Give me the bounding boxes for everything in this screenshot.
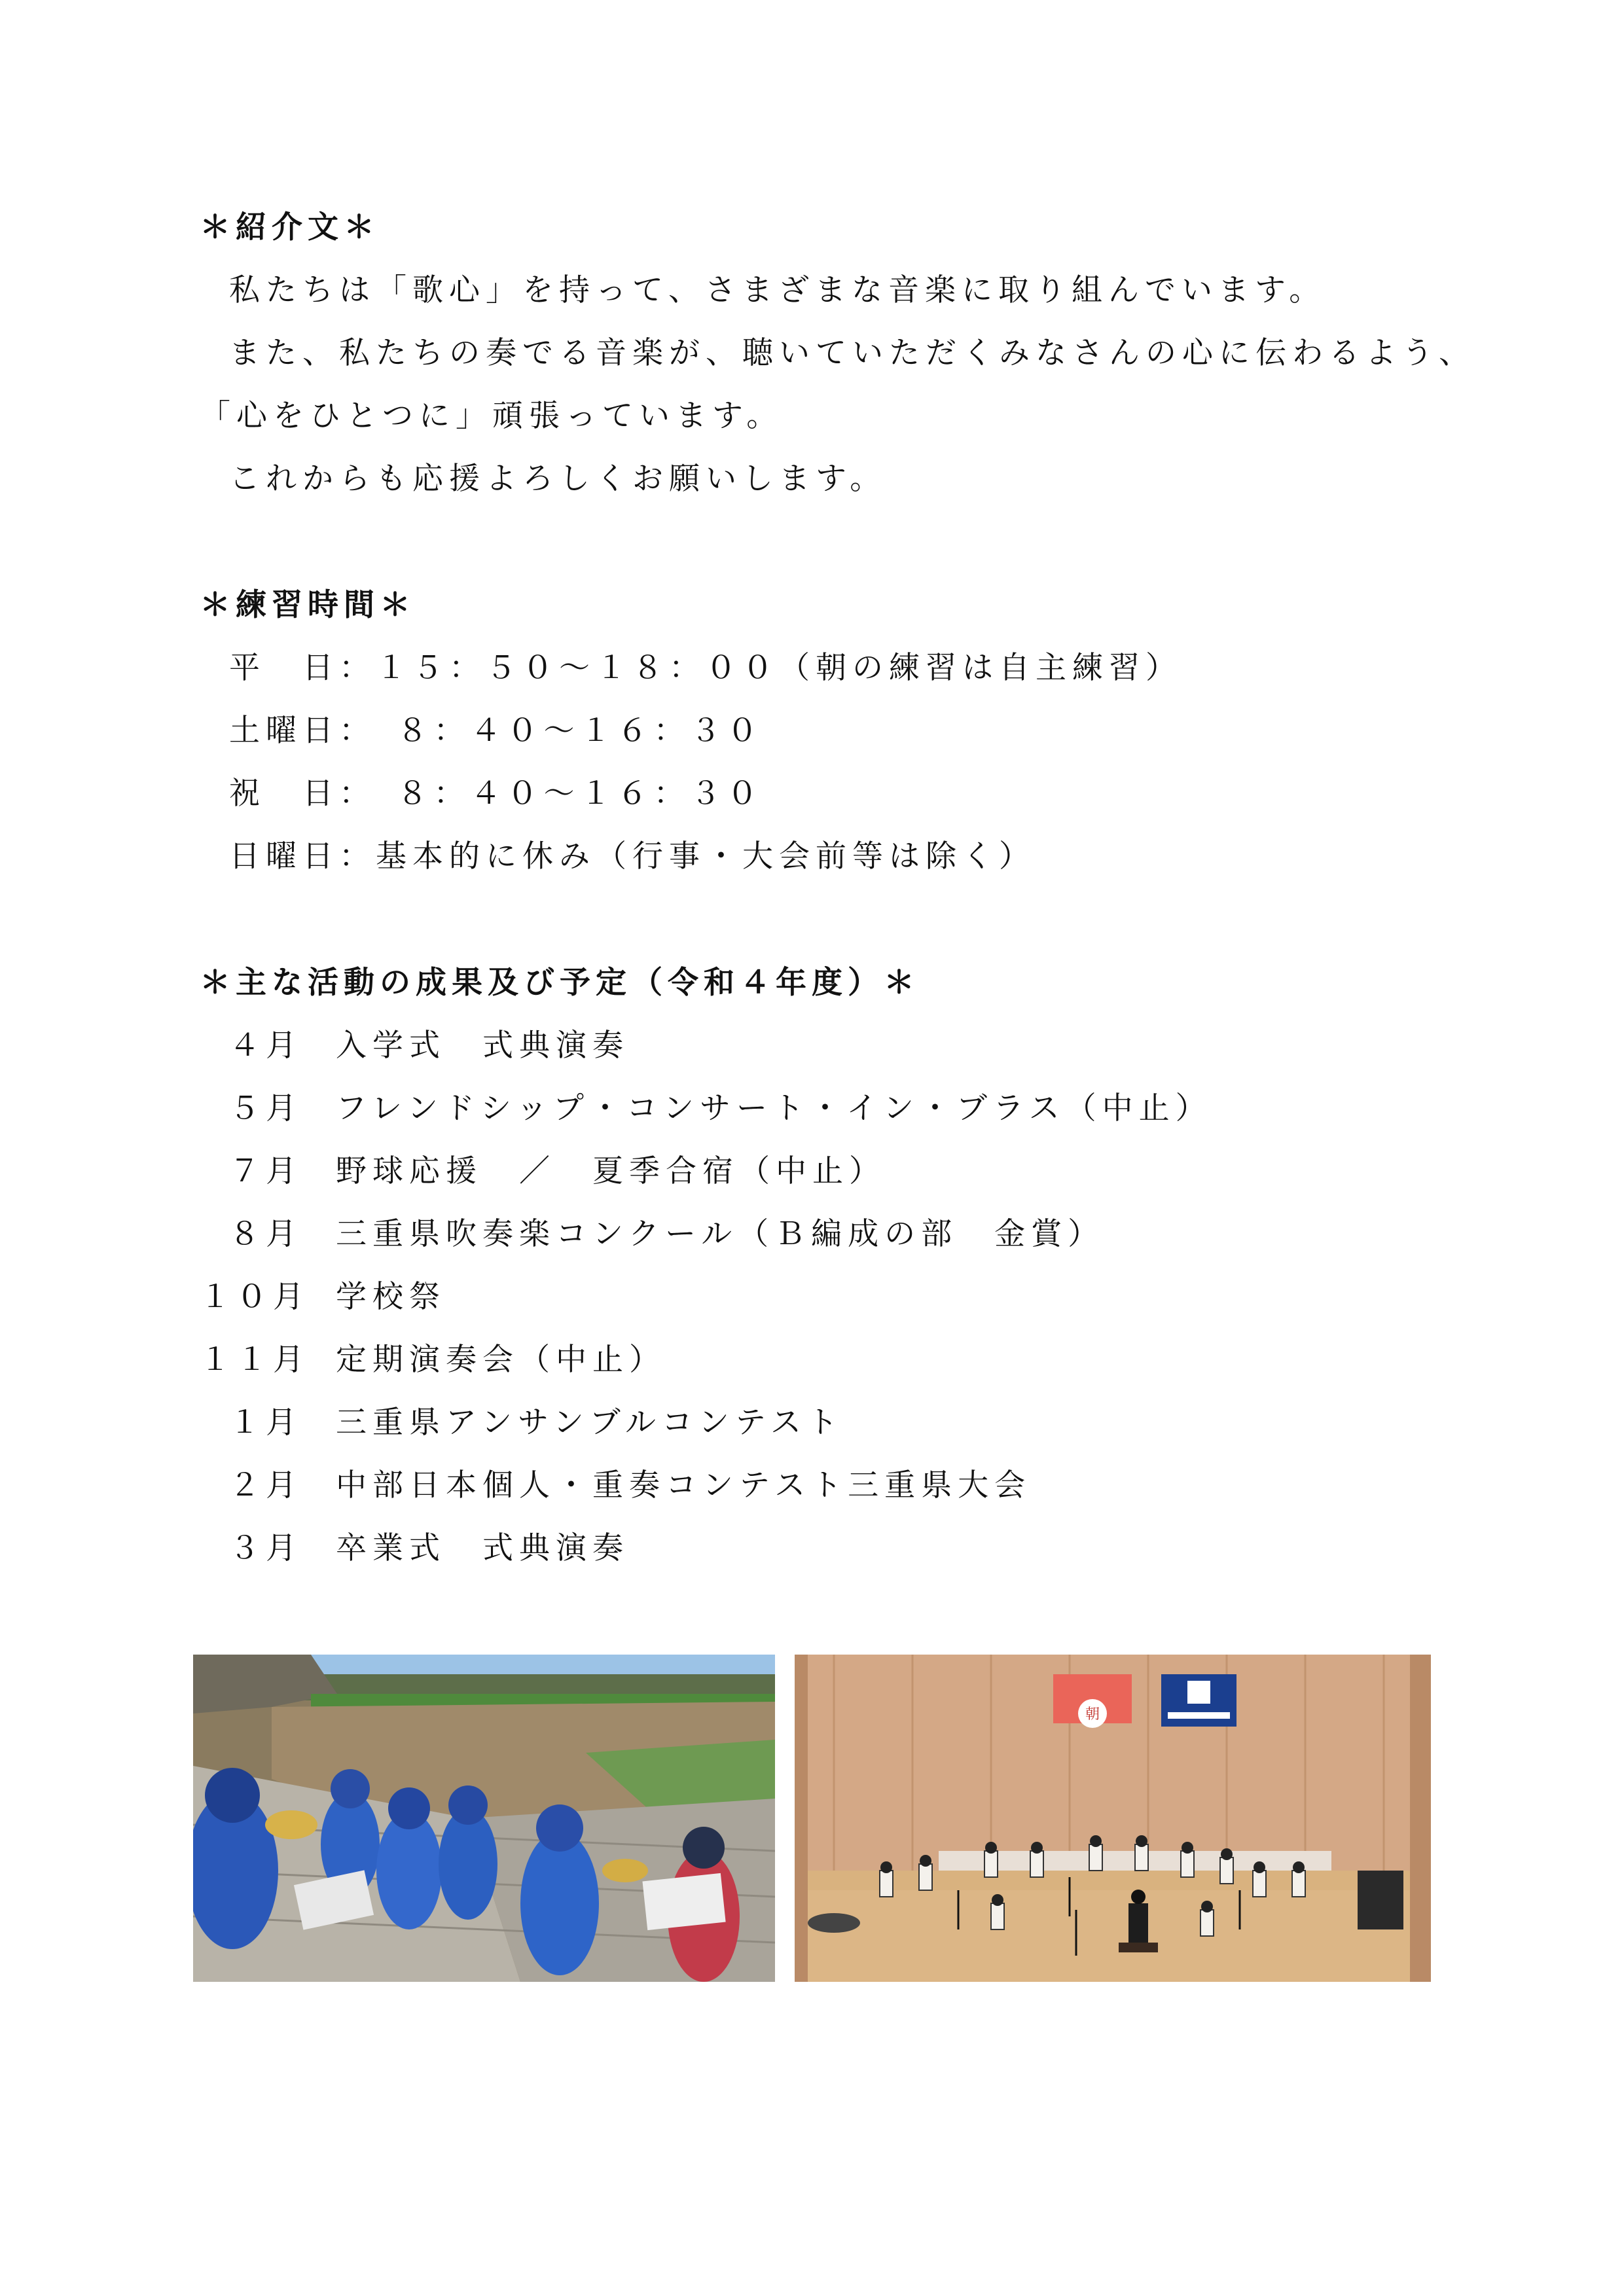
activity-month: ７月	[229, 1153, 302, 1189]
intro-paragraph-3: 「心をひとつに」頑張っています。	[200, 398, 784, 434]
intro-paragraph-4: これからも応援よろしくお願いします。	[229, 461, 887, 497]
activities-heading: ＊主な活動の成果及び予定（令和４年度）＊	[200, 965, 920, 1001]
concert-hall-photo	[795, 1655, 1431, 1982]
activity-text: 三重県アンサンブルコンテスト	[336, 1405, 844, 1441]
activity-month: １月	[229, 1405, 302, 1441]
intro-paragraph-2: また、私たちの奏でる音楽が、聴いていただくみなさんの心に伝わるよう、	[229, 335, 1475, 371]
activity-month: ５月	[229, 1090, 302, 1126]
practice-sunday: 日曜日：基本的に休み（行事・大会前等は除く）	[229, 838, 1036, 874]
activity-month: ４月	[229, 1028, 302, 1064]
activity-month: １０月	[200, 1279, 310, 1315]
activity-text: 三重県吹奏楽コンクール（Ｂ編成の部 金賞）	[336, 1216, 1105, 1252]
activity-text: 学校祭	[336, 1279, 446, 1315]
practice-heading: ＊練習時間＊	[200, 587, 416, 623]
activity-text: 入学式 式典演奏	[336, 1028, 629, 1064]
intro-paragraph-1: 私たちは「歌心」を持って、さまざまな音楽に取り組んでいます。	[229, 272, 1326, 308]
activity-text: フレンドシップ・コンサート・イン・ブラス（中止）	[336, 1090, 1212, 1126]
activity-month: ２月	[229, 1467, 302, 1503]
activity-text: 野球応援 ／ 夏季合宿（中止）	[336, 1153, 886, 1189]
activity-month: １１月	[200, 1342, 310, 1378]
activity-text: 中部日本個人・重奏コンテスト三重県大会	[336, 1467, 1032, 1503]
practice-holiday: 祝 日： ８：４０～１６：３０	[229, 776, 764, 812]
activity-text: 卒業式 式典演奏	[336, 1530, 629, 1566]
activity-text: 定期演奏会（中止）	[336, 1342, 666, 1378]
activity-month: ８月	[229, 1216, 302, 1252]
flag-char: 朝	[1085, 1706, 1100, 1723]
practice-saturday: 土曜日： ８：４０～１６：３０	[229, 713, 764, 749]
intro-heading: ＊紹介文＊	[200, 209, 380, 245]
practice-weekday: 平 日：１５：５０～１８：００（朝の練習は自主練習）	[229, 650, 1182, 686]
activity-month: ３月	[229, 1530, 302, 1566]
baseball-stadium-photo	[193, 1655, 775, 1982]
